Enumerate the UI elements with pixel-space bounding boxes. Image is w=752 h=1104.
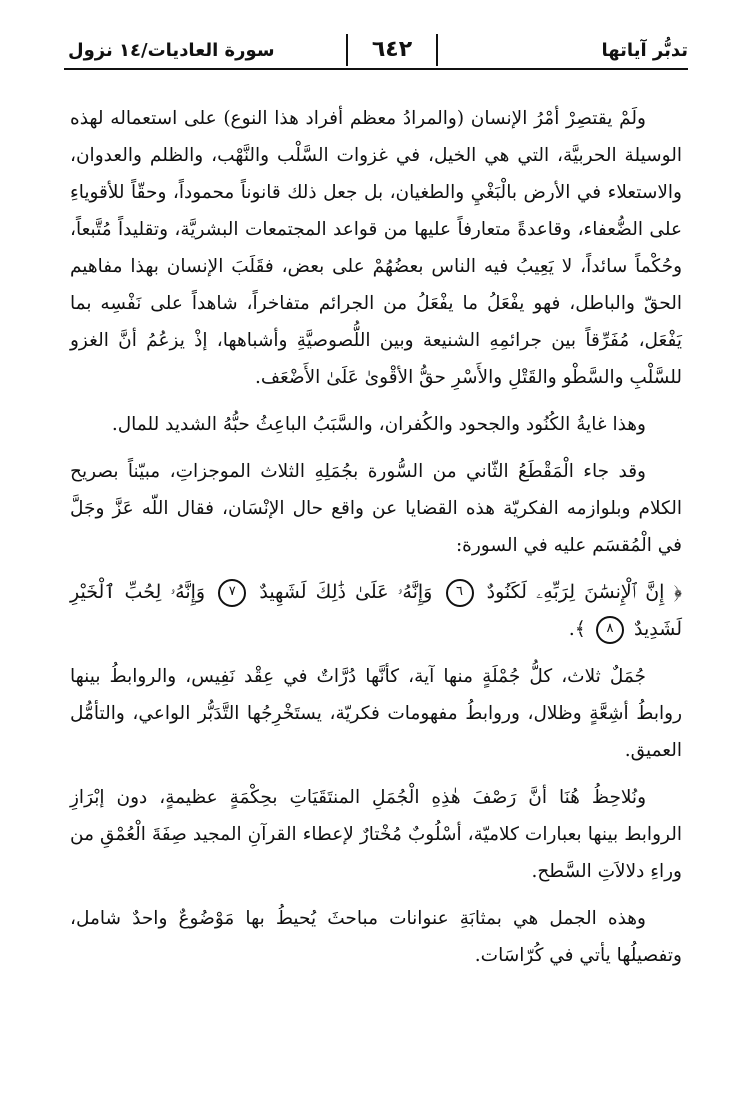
paragraph-4: جُمَلٌ ثلاث، كلُّ جُمْلَةٍ منها آية، كأنَّها دُرَّاتٌ في عِقْد نَفِيس، والروابطُ بينها روابطُ أشِعَّةٍ وظلال، وروابطُ مفهومات فكريّة، يستَخْرِجُها التَّدَبُّر الواعي، والتأمُّل العميق. xyxy=(70,666,682,761)
paragraph-5: ونُلاحِظُ هُنَا أنَّ رَصْفَ هٰذِهِ الْجُمَلِ المنتَقَيَاتِ بحِكْمَةٍ عظيمةٍ، دون إبْرَازِ الروابط بينها بعبارات كلاميّة، أسْلُوبٌ مُخْتارٌ لإعطاء القرآنِ المجيد صِفَةَ الْعُمْقِ من وراءِ دلالاَتِ السَّطح. xyxy=(70,787,682,882)
running-header xyxy=(64,32,688,72)
ayah-number-7: ٧ xyxy=(218,579,246,607)
paragraph-1: ولَمْ يقتصِرْ أمْرُ الإنسان (والمرادُ معظم أفراد هذا النوع) على استعماله لهذه الوسيلة الحربيَّة، التي هي الخيل، في غزوات السَّلْب والنَّهْب، والظلم والعدوان، والاستعلاء في الأرض بالْبَغْيِ والطغيان، بل جعل ذلك قانوناً محموداً، وحقّاً للأقوياءِ على الضُّعفاء، وقاعدةً متعارفاً عليها من قواعد المجتمعات البشريَّة، وتقليداً مُتَّبعاً، وحُكْماً سائداً، لا يَعِيبُ فيه الناس بعضُهُمْ على بعض، فقَلَبَ الإنسان بهذا مفاهيم الحقّ والباطل، فهو يفْعَلُ ما يفْعَلُ من الجرائم متفاخراً، شاهداً على نَفْسِه بما يَفْعَل، مُفَرِّقاً بين جرائمِهِ الشنيعة وبين اللُّصوصيَّةِ وأشباهها، إذْ يزعُمُ أنَّ الغزو للسَّلْبِ والسَّطْو والقَتْلِ والأَسْرِ حقُّ الأقْوىٰ عَلَىٰ الأَضْعَف. xyxy=(70,108,682,388)
book-title: تدبُّر آياتها xyxy=(601,40,688,61)
ayah-number-6: ٦ xyxy=(446,579,474,607)
header-rule xyxy=(64,68,688,70)
paragraph-2: وهذا غايةُ الكُنُود والجحود والكُفران، والسَّبَبُ الباعِثُ حبُّهُ الشديد للمال. xyxy=(111,414,646,435)
ayah-number-8: ٨ xyxy=(596,616,624,644)
quran-verse-6: إِنَّ ٱلْإِنسَٰنَ لِرَبِّهِۦ لَكَنُودٌ xyxy=(486,581,665,603)
page-number: ٦٤٢ xyxy=(346,34,438,66)
quran-quote xyxy=(70,574,682,648)
paragraph-3: وقد جاء الْمَقْطَعُ الثّاني من السُّورة بجُمَلِهِ الثلاث الموجزاتِ، مبيّناً بصريح الكلام وبلوازمه الفكريّة هذه القضايا عن واقع حال الإنْسَان، فقال اللّه عَزَّ وجَلَّ في الْمُقسَم عليه في السورة: xyxy=(70,461,682,556)
quran-verse-7: وَإِنَّهُۥ عَلَىٰ ذَٰلِكَ لَشَهِيدٌ xyxy=(259,581,433,603)
paragraph-6: وهذه الجمل هي بمثابَةِ عنوانات مباحثَ يُحيطُ بها مَوْضُوعٌ واحدٌ شامل، وتفصيلُها يأتي في كُرّاسَات. xyxy=(70,908,682,966)
surah-label: سورة العاديات/١٤ نزول xyxy=(68,40,275,61)
quran-open-bracket: ﴿ xyxy=(673,581,682,603)
page-body xyxy=(70,100,682,984)
quran-close-bracket: ﴾. xyxy=(568,618,586,640)
quran-verse-8: وَإِنَّهُۥ لِحُبِّ ٱلْخَيْرِ لَشَدِيدٌ xyxy=(70,581,682,640)
